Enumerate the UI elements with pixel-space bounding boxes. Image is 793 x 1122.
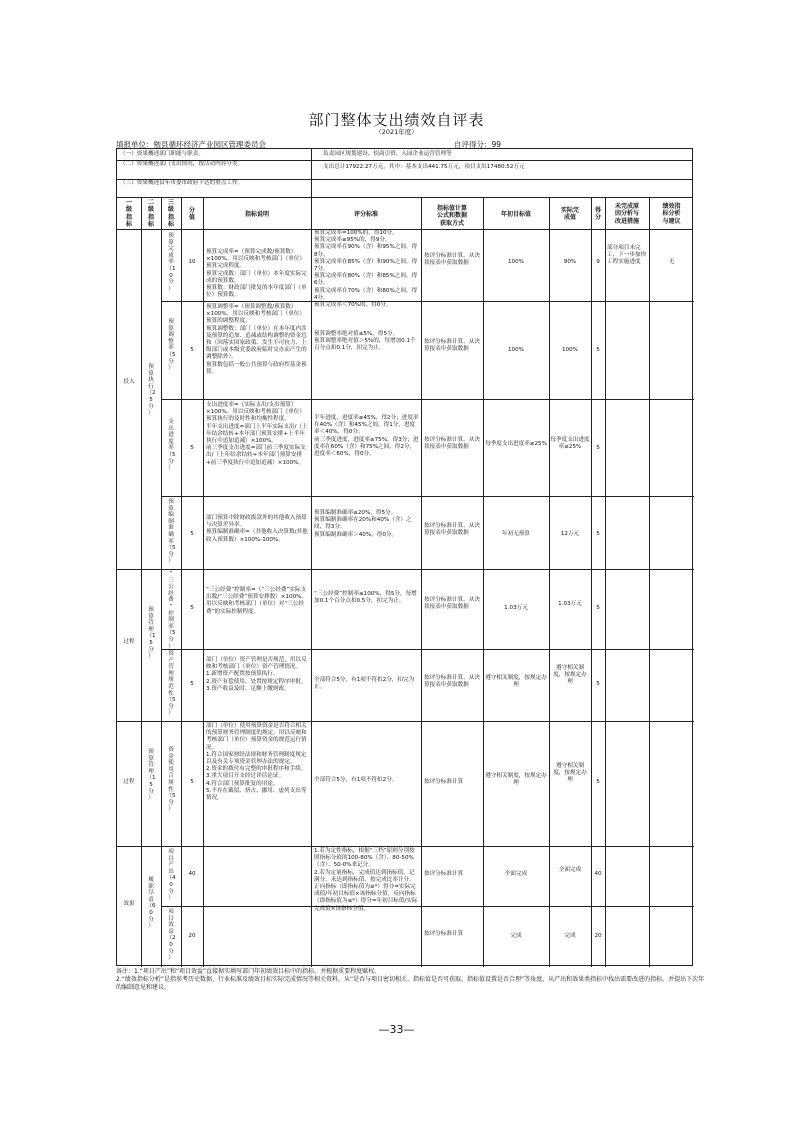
hdr-reason: 未完成原 因分析与 改进措施 xyxy=(614,203,639,225)
row-project-benefit-actual: 完成 xyxy=(564,933,576,939)
row-fund-compliance-got: 5 xyxy=(596,779,600,785)
row-spend-progress-std: 半年进度，进度率≥45%，得2分；进度率在40%（含）和45%之间，得1分，进度率＜40%，得0分。 前三季度进度，进度率≥75%，得3分；进度率在60%（含）和75%之间，得2分，进度率＜60%，得0分。 xyxy=(314,415,419,458)
row-fund-compliance-target: 遵守相关制度，按规定办理 xyxy=(485,773,547,787)
row-asset-mgmt-desc: 部门（单位）资产管理是否规范，用以反映和考核部门（单位）资产管理情况。 1.新增资产配置按预算执行。 2.资产有偿使用、处置按规定程序审批。 3.资产收益及时、足额上缴财政。 xyxy=(206,657,307,692)
hdr-advice: 绩效指 标分析 与建议 xyxy=(662,203,681,225)
row-budget-adjust-got: 5 xyxy=(596,347,600,353)
level1-process-1: 过程 xyxy=(123,639,135,645)
row-budget-accuracy-target: 年初无预算 xyxy=(502,531,530,537)
level1-effect: 效果 xyxy=(123,901,135,907)
row-fund-compliance-std: 全部符合5分，有1项不符扣2分。 xyxy=(314,777,398,783)
hdr-desc: 指标说明 xyxy=(244,211,269,218)
row-budget-accuracy-score: 5 xyxy=(190,531,194,537)
row-three-fees-l3: “ 三 公 经 费 ” 控 制 率 （5 分 ） xyxy=(166,571,176,650)
row-project-benefit-target: 完成 xyxy=(510,933,522,939)
row-fund-compliance-desc: 部门（单位）使用预算资金是否符合相关的预算财务管理制度的规定，用以反映和考核部门（单位）预算资金的规范运行情况。 1.符合国家财经法规和财务管理制度规定以及有关专项资金管理办法的规定。 2.资金的拨付有完整的审批程序和手续。 3.重大项目开支经过评估论证。 4.符合部门预算批复的用途。 5.不存在截留、挤占、挪用、虚列支出等情况。 xyxy=(206,723,307,802)
hdr-level1: 一 级 指 标 xyxy=(125,199,132,229)
row-budget-accuracy-l3: 预 算 编 制 准 确 率 （5 分 ） xyxy=(166,499,176,565)
row-budget-adjust-src: 按评分标准计算，从决算报表中获取数据 xyxy=(424,339,480,353)
row-project-output-score: 40 xyxy=(188,871,196,877)
row-fund-compliance-actual: 遵守相关制度，按规定办理 xyxy=(553,763,587,784)
row-three-fees-src: 按评分标准计算，从决算报表中获取数据 xyxy=(424,597,480,611)
row-three-fees-target: 1.03万元 xyxy=(504,605,528,611)
row-spend-progress-score: 5 xyxy=(190,445,194,451)
row-spend-progress-target: 每季度支出进度率≥25% xyxy=(485,441,547,447)
row-spend-progress-got: 5 xyxy=(596,445,600,451)
row-project-output-actual: 全面完成 xyxy=(558,867,582,873)
row-project-output-target: 全面完成 xyxy=(504,871,528,877)
row-budget-adjust-desc: 预算调整率=（预算调整数/预算数）×100%。用以反映和考核部门（单位）预算的调整程度。 预算调整数：部门（单位）在本年度内涉及预算的追加、追减或结构调整的资金总和（因落实国家政策、发生不可抗力、上级部门或本级党委政府临时交办而产生的调整除外）。 预算数包括一般公共预算与政府性基金预算。 xyxy=(206,304,307,375)
row-asset-mgmt-l3: 资 产 管 理 规 范 性 （5 分 ） xyxy=(166,651,176,717)
row-budget-accuracy-std: 预算编制准确率≤20%，得5分。 预算编制准确率在20%和40%（含）之间，得3分。 预算编制准确率＞40%，得0分。 xyxy=(314,510,412,538)
row-budget-adjust-std: 预算调整率绝对值≤5%，得5分。 预算调整率绝对值＞5%的，每增加0.1个百分点扣0.1分，扣完为止。 xyxy=(314,331,416,352)
hdr-std: 评分标准 xyxy=(353,211,378,218)
row-asset-mgmt-actual: 遵守相关制度，按规定办理 xyxy=(553,665,587,686)
hdr-got: 得 分 xyxy=(594,207,601,222)
level2-budget-mgmt-2: 预 算 管 理 （1 5 分 ） xyxy=(146,749,156,802)
level2-budget-exec: 预 算 执 行 （2 5 分 ） xyxy=(146,364,156,417)
row-fund-compliance-score: 5 xyxy=(190,779,194,785)
row-asset-mgmt-src: 按评分标准计算，从决算报表中获取数据 xyxy=(424,675,480,689)
row-three-fees-actual: 1.03万元 xyxy=(558,601,582,607)
row-budget-completion-target: 100% xyxy=(508,259,524,265)
hdr-target: 年初目标值 xyxy=(500,211,531,218)
row-spend-progress-actual: 每季度支出进度率≥25% xyxy=(550,437,590,451)
row-budget-accuracy-actual: 12万元 xyxy=(560,531,580,537)
row-project-benefit-got: 20 xyxy=(594,933,602,939)
info-r2-label: （二）资果概述部门支出情况，按活动内容分类。 xyxy=(120,161,244,167)
row-budget-completion-desc: 预算完成率=（预算完成数/预算数）×100%。用以反映和考核部门（单位）预算完成程度。 预算完成数：部门（单位）本年度实际完成的预算数。 预算数：财政部门批复的本年度部门（单位）预算数。 xyxy=(206,249,307,299)
row-fund-compliance-l3: 资 金 使 用 合 规 性 （5 分 ） xyxy=(166,747,176,813)
row-budget-adjust-target: 100% xyxy=(508,347,524,353)
reporting-unit: 填报单位：勉县循环经济产业园区管理委员会 xyxy=(116,140,266,149)
row-three-fees-std: “三公经费”控制率≤100%，得5分，每增加0.1个百分点扣0.5分，扣完为止。 xyxy=(314,591,417,605)
row-budget-accuracy-src: 按评分标准计算，从决算报表中获取数据 xyxy=(424,523,480,537)
row-budget-adjust-score: 5 xyxy=(190,347,194,353)
row-project-output-l3: 项 目 产 出 （4 0 分 ） xyxy=(166,849,176,902)
row-project-benefit-l3: 项 目 效 益 （2 0 分 ） xyxy=(166,909,176,962)
row-budget-adjust-l3: 预 算 调 整 率 （5 分 ） xyxy=(166,319,176,372)
row-budget-accuracy-desc: 部门预算中除财政拨款外的其他收入预算与决算差异率。 预算编制准确率=（其他收入决算数/其他收入预算数）×100%-100%。 xyxy=(206,515,308,543)
row-project-benefit-src: 按评分标准计算 xyxy=(424,931,464,937)
row-asset-mgmt-got: 5 xyxy=(596,681,600,687)
row-asset-mgmt-std: 全部符合5分，有1项不符扣2分，扣完为止。 xyxy=(314,677,415,691)
evaluation-table xyxy=(116,148,693,966)
level1-process-2: 过程 xyxy=(123,779,135,785)
row-project-output-std: 1.若为定性指标，根据“三档”原则分别按照指标分值的100-80%（含）、80-50%（含）、50-0%来记分。 2.若为定量指标，完成值达到指标值，记满分，未达到指标值，按完成比率计分。正向指标（即指标值为≥*）得分=实际完成值/年初目标值×该指标分值。反向指标（即指标值为≤*）得分=年初目标值/实际完成值×该指标分值。 xyxy=(314,848,418,912)
row-budget-completion-actual: 90% xyxy=(563,259,577,265)
info-r1-value: 负责园区规划建设、招商引资、入园企业运营管理等 xyxy=(323,151,452,157)
row-project-benefit-score: 20 xyxy=(188,933,196,939)
row-spend-progress-src: 按评分标准计算，从决算报表中获取数据 xyxy=(424,437,480,451)
row-budget-adjust-actual: 100% xyxy=(562,347,578,353)
info-r2-value: 支出总计17922.27万元，其中：基本支出441.75万元，项目支出17480.52万元 xyxy=(323,164,525,170)
row-budget-completion-src: 按评分标准计算，从决算报表中获取数据 xyxy=(424,253,480,267)
page-number: —33— xyxy=(378,1023,415,1036)
row-project-output-src: 按评分标准计算 xyxy=(424,871,464,877)
hdr-level2: 二 级 指 标 xyxy=(147,199,154,229)
row-budget-accuracy-got: 5 xyxy=(596,531,600,537)
hdr-src: 指标值计算 公式和数据 获取方式 xyxy=(436,205,467,227)
report-year: （2021年度） xyxy=(375,128,418,136)
row-budget-completion-got: 9 xyxy=(596,259,600,265)
row-three-fees-score: 5 xyxy=(190,605,194,611)
row-asset-mgmt-score: 5 xyxy=(190,681,194,687)
info-r3-label: （三）资果概述县年市委市政府下达的重点工作。 xyxy=(120,180,244,186)
row-fund-compliance-src: 按评分标准计算 xyxy=(424,779,464,785)
row-spend-progress-l3: 支 出 进 度 率 （5 分 ） xyxy=(166,419,176,472)
row-spend-progress-desc: 支出进度率=（实际支出/支出预算）×100%。用以反映和考核部门（单位）预算执行的及时性和均衡性程度。 半年支出进度=部门上半年实际支出/（上年结余结转+本年部门预算安排+上半年执行中追加追减）×100%。 前三季度支出进度=部门前三季度实际支出/（上年结余结转+本年部门预算安排+前三季度执行中追加追减）×100%。 xyxy=(206,402,308,466)
level2-budget-mgmt-1: 预 算 管 理 （1 5 分 ） xyxy=(146,607,156,660)
row-three-fees-desc: “三公经费”控制率=（“三公经费”实际支出数/“三公经费”预算安排数）×100%。用以反映和考核部门（单位）对“三公经费”的实际控制程度。 xyxy=(206,587,308,615)
row-three-fees-got: 5 xyxy=(596,605,600,611)
level1-input: 投入 xyxy=(123,379,135,385)
row-asset-mgmt-target: 遵守相关制度，按规定办理 xyxy=(485,675,547,689)
info-r1-label: （一）资果概述部门职能与职责。 xyxy=(120,151,204,157)
row-budget-completion-reason: 部分项目未完工，下一步加快工程实施进度 xyxy=(607,245,647,266)
hdr-level3: 三 级 指 标 xyxy=(167,199,174,229)
page-title: 部门整体支出绩效自评表 xyxy=(308,111,485,129)
row-budget-completion-std: 预算完成率=100%的，得10分。 预算完成率≥95%的，得9分。 预算完成率在90%（含）和95%之间，得8分。 预算完成率在85%（含）和90%之间，得7分。 预算完成率在80%（含）和85%之间，得6分。 预算完成率在70%（含）和80%之间，得4分。 预算完成率＜70%的，得0分。 xyxy=(314,230,418,309)
hdr-score: 分 值 xyxy=(188,207,195,222)
row-project-output-got: 40 xyxy=(594,871,602,877)
level2-performance: 履 职 尽 责 （6 0 分 ） xyxy=(146,877,156,930)
row-budget-completion-l3: 预 算 完 成 率 （1 0 分 ） xyxy=(166,233,176,292)
self-score: 自评得分：99 xyxy=(454,140,502,149)
notes: 备注：1.“项目产出”和“项目效益”直接据实填写部门年初绩效目标中的指标，并根据重要程度赋权。 2.“绩效指标分析”是指参考历史数据、行业标准及绩效目标实际完成情况等相关资料，从“是否与项目密切相关、指标值是否可获取、指标值设置是否合理”等角度，从产出和效果类指标中找出需要改进的指标，并提出下次年的编制意见和建议。 xyxy=(116,968,705,991)
hdr-actual: 实际完 成值 xyxy=(560,207,579,222)
row-budget-completion-score: 10 xyxy=(188,259,196,265)
row-budget-completion-advice: 无 xyxy=(668,259,675,265)
